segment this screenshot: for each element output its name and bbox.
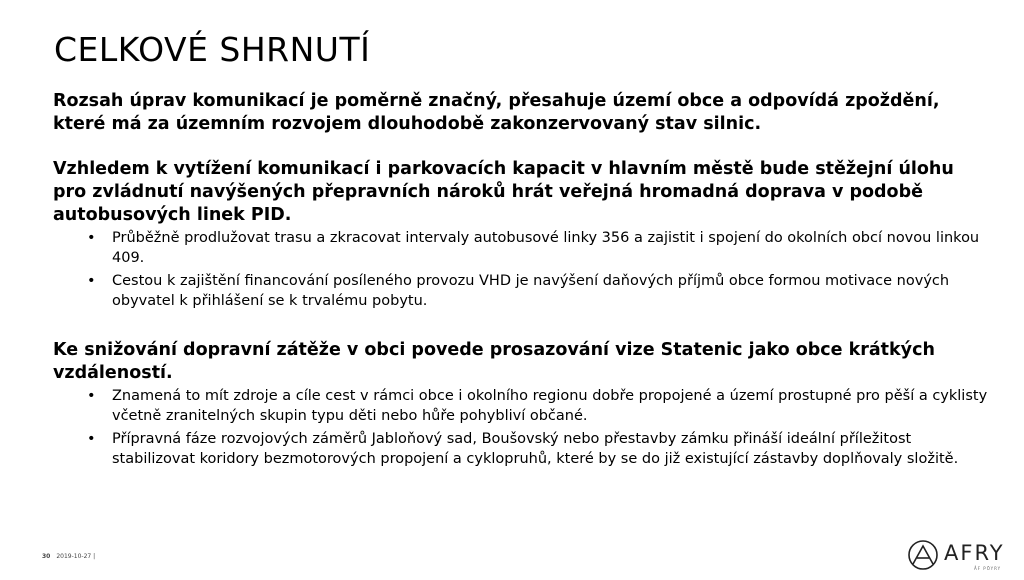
footer-date: 2019-10-27 | [56, 553, 96, 560]
section-2-bullets [53, 229, 993, 311]
afry-logo [906, 538, 1016, 574]
slide-title: CELKOVÉ SHRNUTÍ [54, 30, 371, 69]
slide-footer [42, 553, 95, 560]
slide-content [53, 90, 993, 473]
section-3-heading: Ke snižování dopravní zátěže v obci povede prosazování vize Statenic jako obce krátkých vzdáleností. [53, 340, 935, 383]
section-1 [53, 90, 993, 136]
afry-logo-icon [906, 538, 940, 572]
page-number: 30 [42, 553, 51, 560]
section-2 [53, 158, 993, 311]
section-2-heading: Vzhledem k vytížení komunikací i parkovacích kapacit v hlavním městě bude stěžejní úlohu pro zvládnutí navýšených přepravních nároků hrát veřejná hromadná doprava v podobě autobusových linek PID. [53, 159, 954, 225]
afry-logo-subtext: ÅF PÖYRY [974, 566, 1002, 571]
bullet-item: • Cestou k zajištění financování posíleného provozu VHD je navýšení daňových příjmů obce formou motivace nových obyvatel k přihlášení se k trvalému pobytu. [87, 272, 993, 311]
section-3-bullets [53, 387, 993, 469]
bullet-item: • Znamená to mít zdroje a cíle cest v rámci obce i okolního regionu dobře propojené a území prostupné pro pěší a cyklisty včetně zranitelných skupin typu děti nebo hůře pohybliví občané. [87, 387, 993, 426]
afry-logo-text: AFRY [944, 541, 1005, 565]
bullet-item: • Průběžně prodlužovat trasu a zkracovat intervaly autobusové linky 356 a zajistit i spojení do okolních obcí novou linkou 409. [87, 229, 993, 268]
section-1-heading: Rozsah úprav komunikací je poměrně značný, přesahuje území obce a odpovídá zpoždění, které má za územním rozvojem dlouhodobě zakonzervovaný stav silnic. [53, 91, 940, 134]
section-3 [53, 339, 993, 469]
bullet-item: • Přípravná fáze rozvojových záměrů Jabloňový sad, Boušovský nebo přestavby zámku přináší ideální příležitost stabilizovat koridory bezmotorových propojení a cyklopruhů, které by se do již existující zástavby doplňovaly složitě. [87, 430, 993, 469]
